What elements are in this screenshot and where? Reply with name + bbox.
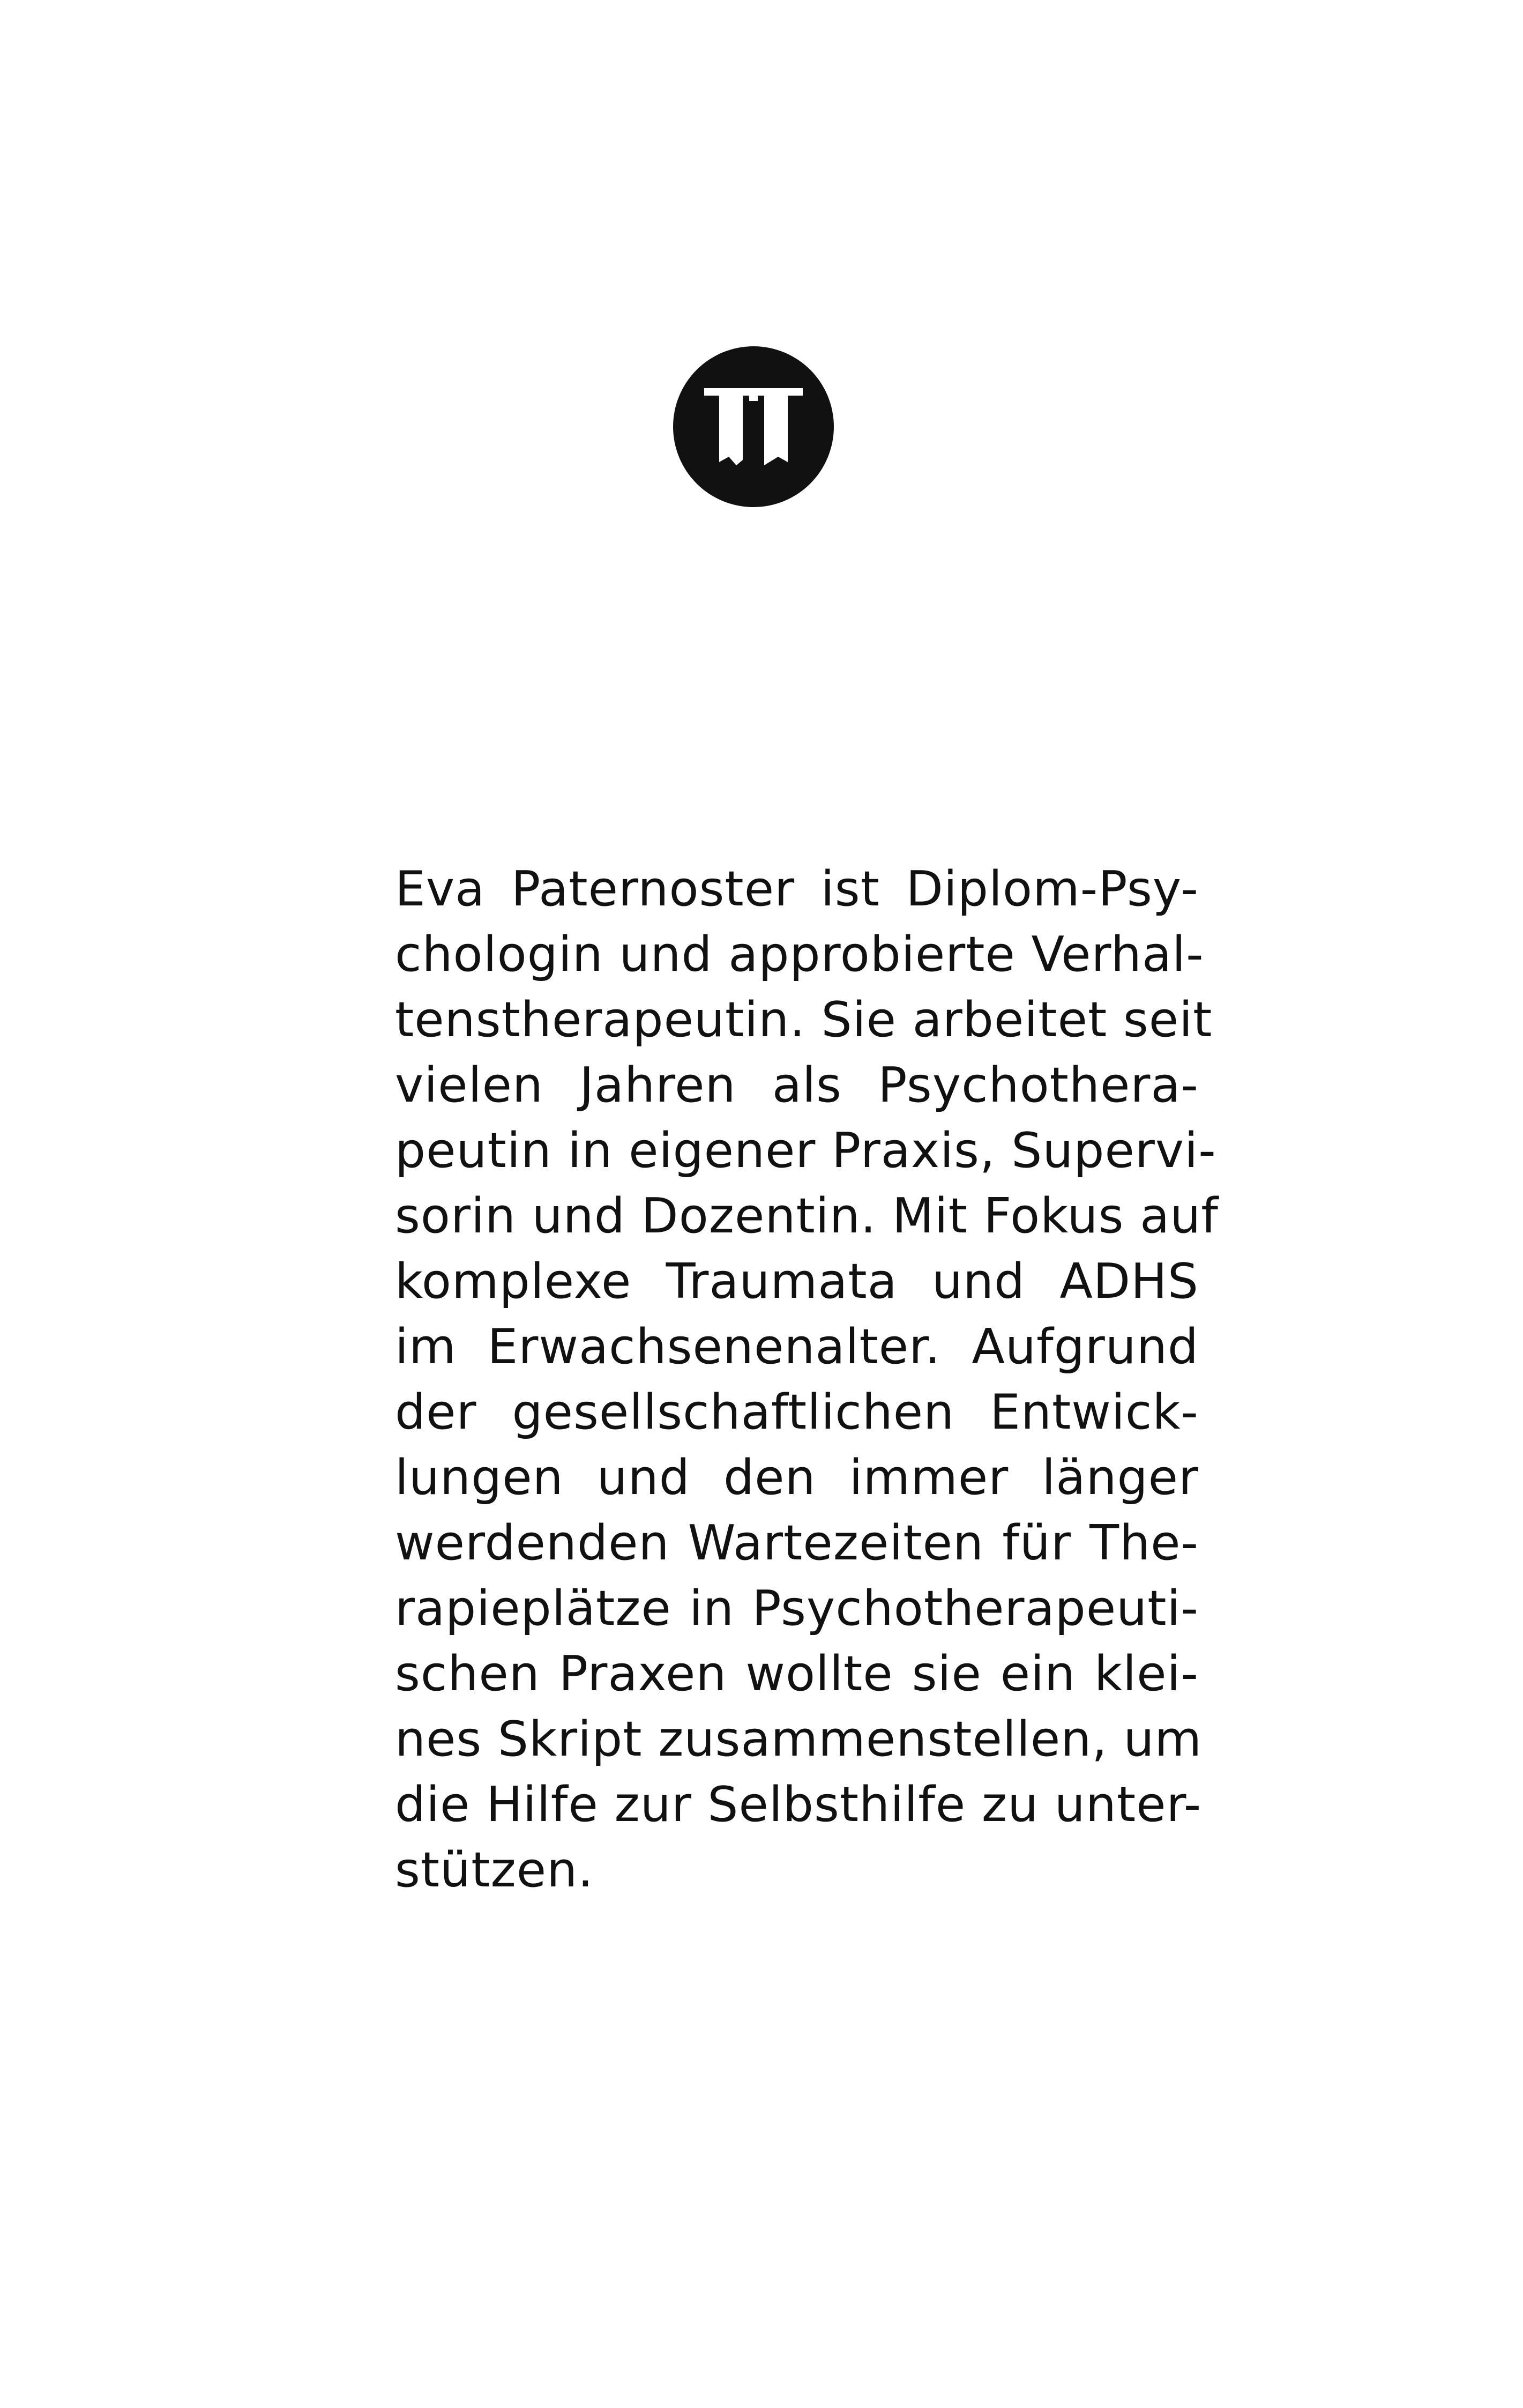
bio-line: chologin und approbierte Verhal- bbox=[395, 926, 1204, 983]
bio-line: sorin und Dozentin. Mit Fokus auf bbox=[395, 1188, 1219, 1244]
bio-line: Eva Paternoster ist Diplom-Psy- bbox=[395, 861, 1199, 917]
author-bio bbox=[395, 857, 1219, 1903]
bio-line: die Hilfe zur Selbsthilfe zu unter- bbox=[395, 1777, 1202, 1833]
bio-line: rapieplätze in Psychotherapeuti- bbox=[395, 1580, 1199, 1637]
bio-line: schen Praxen wollte sie ein klei- bbox=[395, 1646, 1199, 1702]
bio-line: tenstherapeutin. Sie arbeitet seit bbox=[395, 992, 1213, 1048]
bio-line: nes Skript zusammenstellen, um bbox=[395, 1711, 1203, 1767]
bio-line: der gesellschaftlichen Entwick- bbox=[395, 1384, 1199, 1440]
bio-line: peutin in eigener Praxis, Supervi- bbox=[395, 1123, 1216, 1179]
bio-line: im Erwachsenenalter. Aufgrund bbox=[395, 1319, 1199, 1375]
bio-line: komplexe Traumata und ADHS bbox=[395, 1253, 1199, 1310]
publisher-logo bbox=[673, 346, 834, 507]
bio-line: lungen und den immer länger bbox=[395, 1450, 1199, 1506]
bio-line: vielen Jahren als Psychothera- bbox=[395, 1057, 1199, 1113]
bio-line: stützen. bbox=[395, 1842, 594, 1898]
publisher-logo-icon bbox=[673, 346, 834, 507]
bio-line: werdenden Wartezeiten für The- bbox=[395, 1515, 1199, 1571]
